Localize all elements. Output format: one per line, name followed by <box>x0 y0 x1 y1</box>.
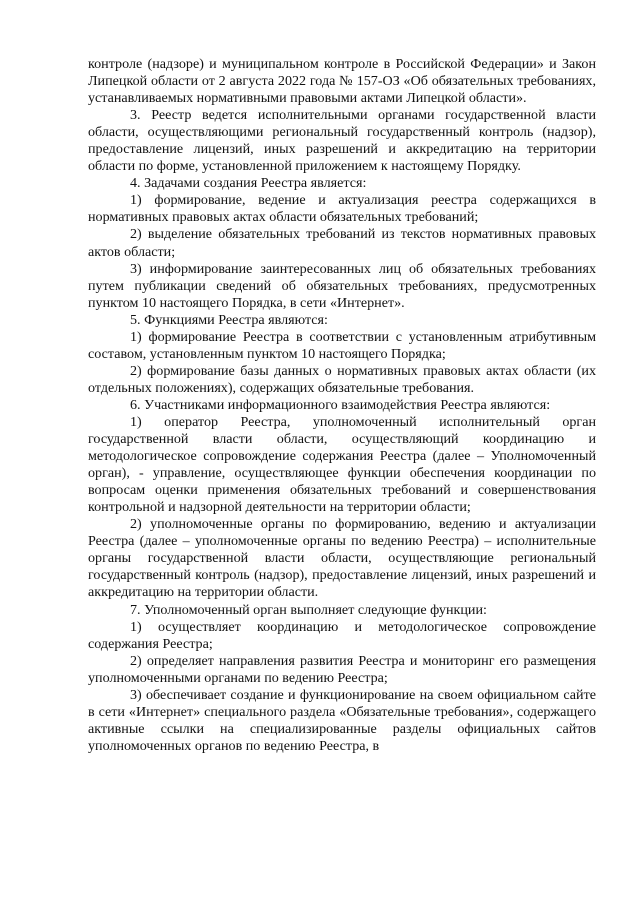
paragraph-1: контроле (надзоре) и муниципальном контроле в Российской Федерации» и Закон Липецкой области от 2 августа 2022 года № 157-ОЗ «Об обязательных требованиях, устанавливаемых нормативными правовыми актами Липецкой области». <box>88 56 596 107</box>
paragraph-12: 2) уполномоченные органы по формированию, ведению и актуализации Реестра (далее – уполномоченные органы по ведению Реестра) – исполнительные органы государственной власти области, осуществляющие региональный государственный контроль (надзор), предоставление лицензий, иных разрешений и аккредитацию на территории области. <box>88 516 596 601</box>
paragraph-5: 2) выделение обязательных требований из текстов нормативных правовых актов области; <box>88 226 596 260</box>
paragraph-9: 2) формирование базы данных о нормативных правовых актах области (их отдельных положениях), содержащих обязательные требования. <box>88 362 596 396</box>
paragraph-8: 1) формирование Реестра в соответствии с установленным атрибутивным составом, установленным пунктом 10 настоящего Порядка; <box>88 328 596 362</box>
paragraph-7: 5. Функциями Реестра являются: <box>130 311 328 328</box>
paragraph-10: 6. Участниками информационного взаимодействия Реестра являются: <box>130 396 551 413</box>
paragraph-15: 2) определяет направления развития Реестра и мониторинг его размещения уполномоченными органами по ведению Реестра; <box>88 652 596 686</box>
paragraph-13: 7. Уполномоченный орган выполняет следующие функции: <box>130 601 487 618</box>
paragraph-2: 3. Реестр ведется исполнительными органами государственной власти области, осуществляющими региональный государственный контроль (надзор), предоставление лицензий, иных разрешений и аккредитацию на территории области по форме, установленной приложением к настоящему Порядку. <box>88 107 596 175</box>
document-page <box>88 56 596 755</box>
paragraph-4: 1) формирование, ведение и актуализация реестра содержащихся в нормативных правовых актах области обязательных требований; <box>88 192 596 226</box>
paragraph-6: 3) информирование заинтересованных лиц об обязательных требованиях путем публикации сведений об обязательных требованиях, предусмотренных пунктом 10 настоящего Порядка, в сети «Интернет». <box>88 260 596 311</box>
paragraph-14: 1) осуществляет координацию и методологическое сопровождение содержания Реестра; <box>88 618 596 652</box>
paragraph-3: 4. Задачами создания Реестра является: <box>130 175 367 192</box>
paragraph-16: 3) обеспечивает создание и функционирование на своем официальном сайте в сети «Интернет» специального раздела «Обязательные требования», содержащего активные ссылки на специализированные разделы официальных сайтов уполномоченных органов по ведению Реестра, в <box>88 686 596 754</box>
paragraph-11: 1) оператор Реестра, уполномоченный исполнительный орган государственной власти области, осуществляющий координацию и методологическое сопровождение содержания Реестра (далее – Уполномоченный орган), - управление, осуществляющее функции обеспечения координации по вопросам оценки применения обязательных требований и совершенствования контрольной и надзорной деятельности на территории области; <box>88 413 596 516</box>
